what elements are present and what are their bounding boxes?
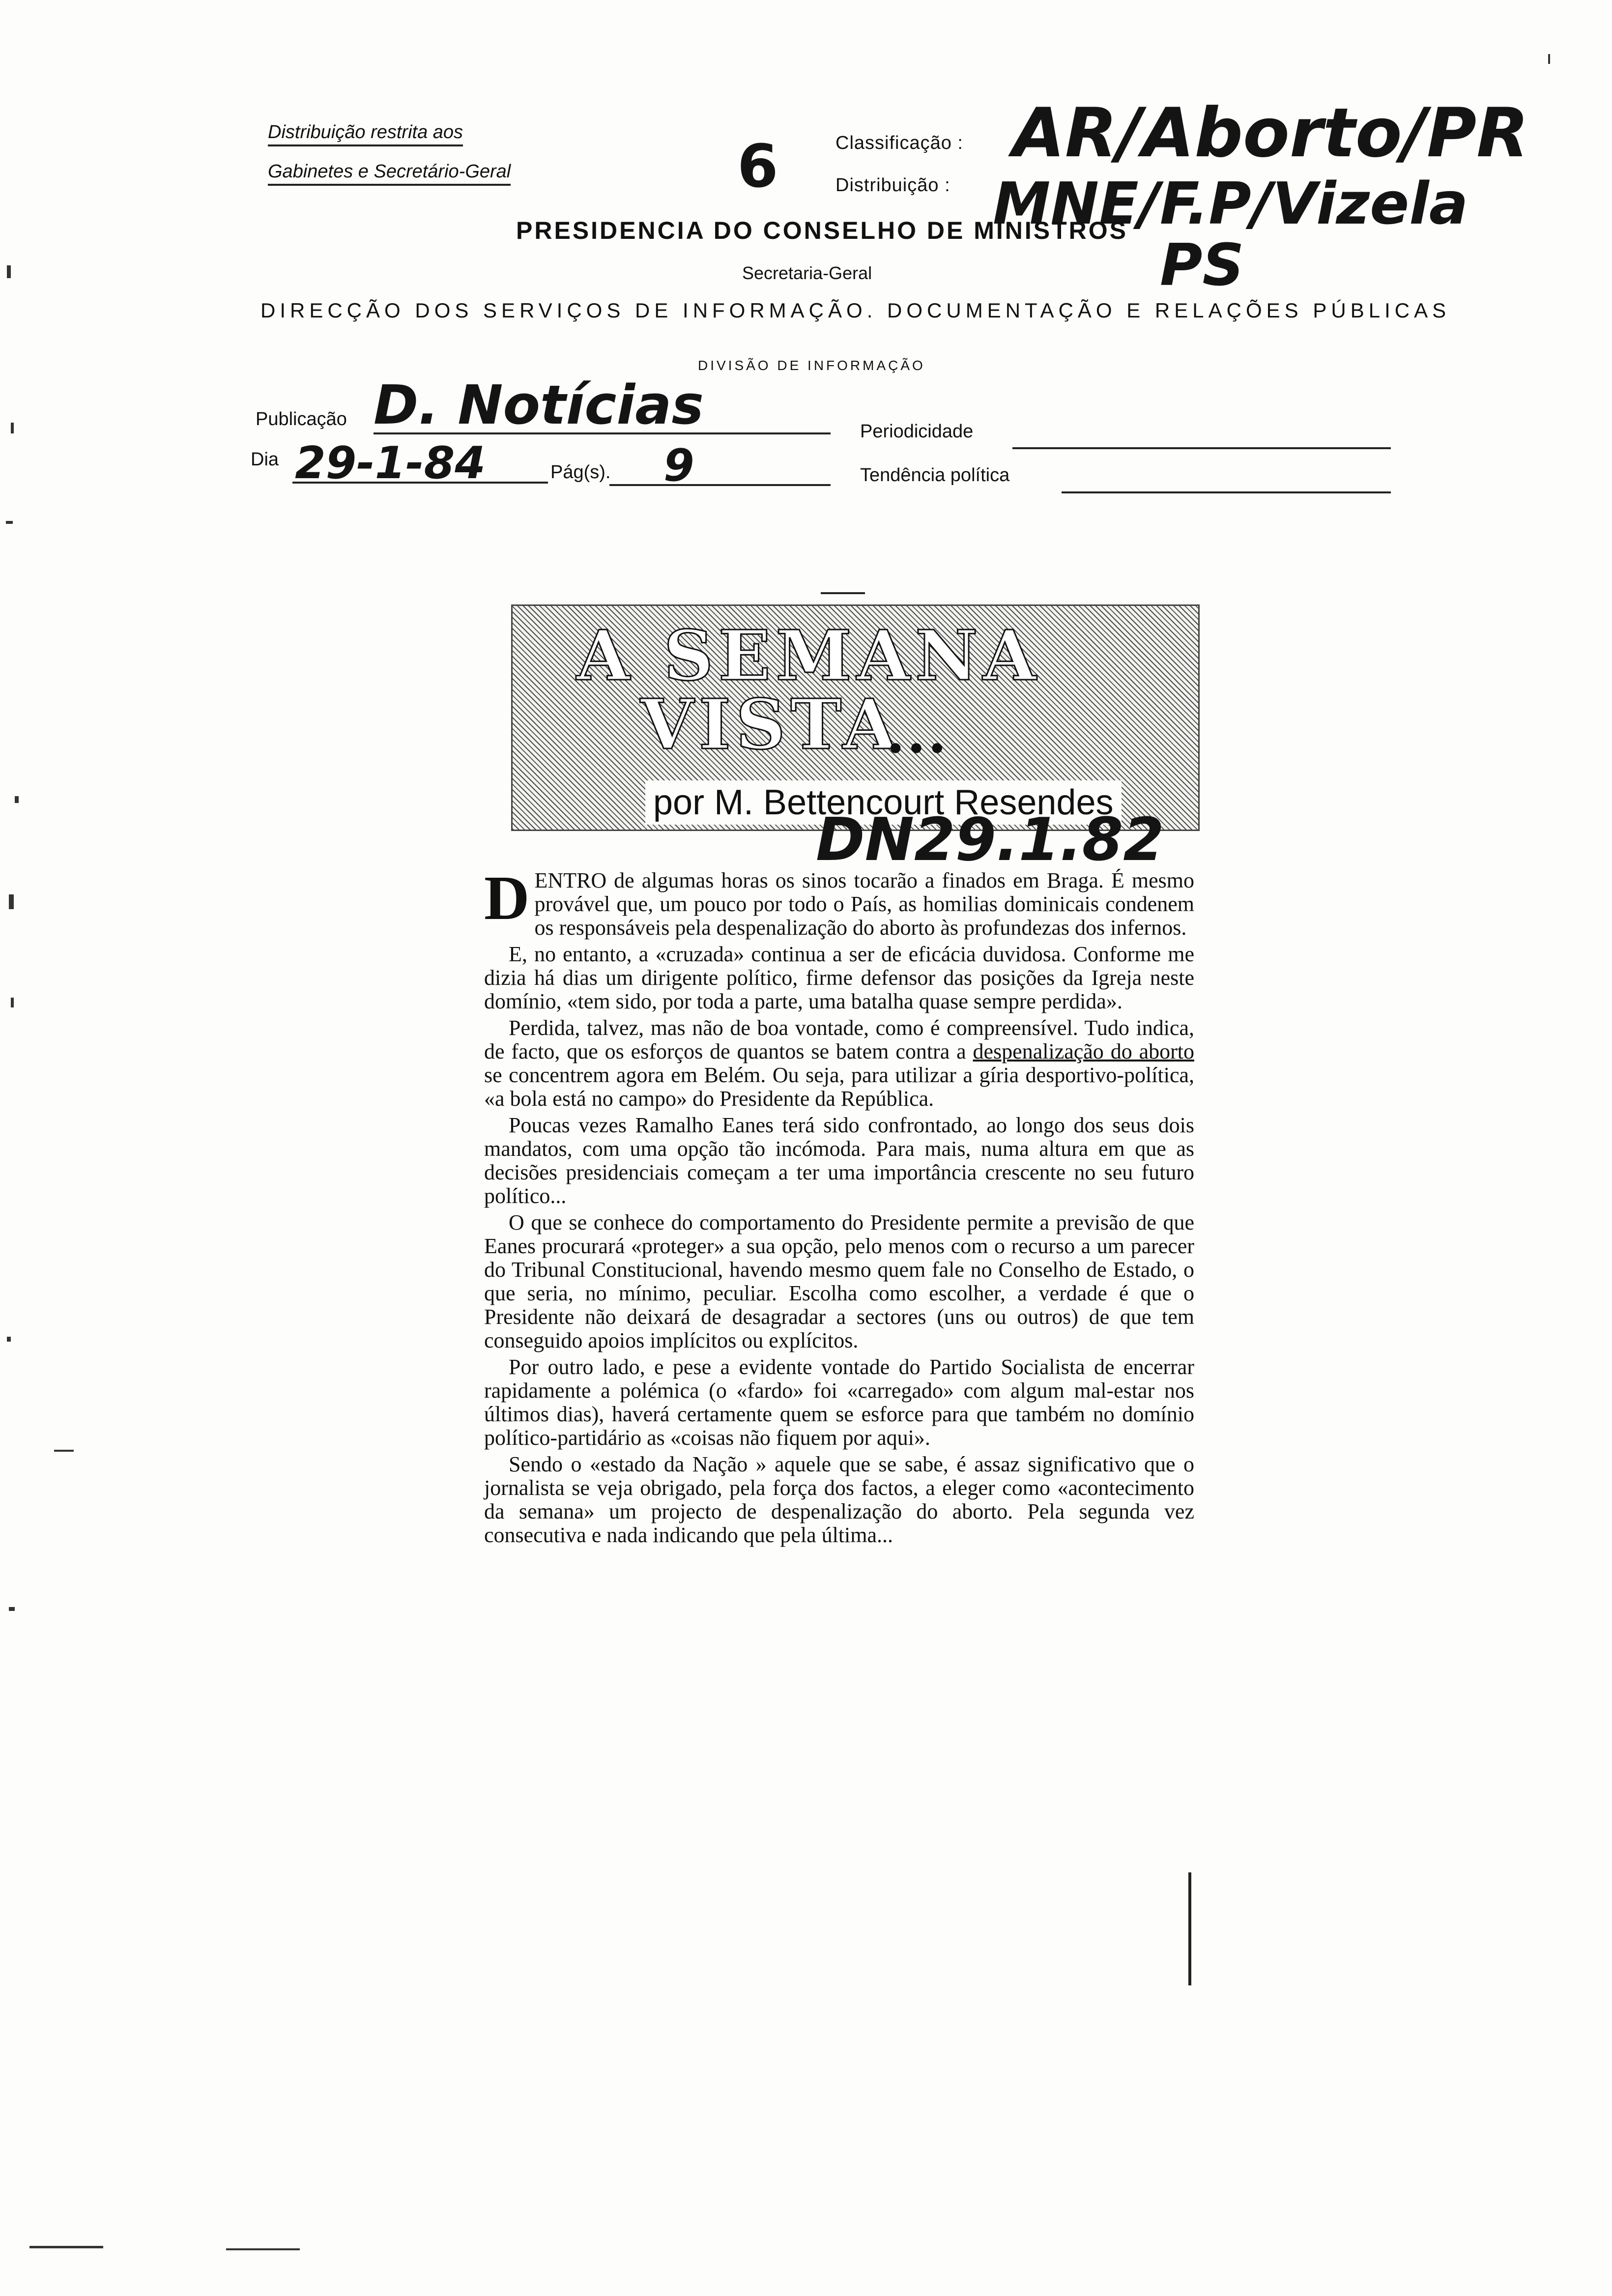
article-byline: por M. Bettencourt Resendes: [645, 780, 1122, 825]
article-paragraph: Poucas vezes Ramalho Eanes terá sido confrontado, ao longo dos seus dois mandatos, com uma opção tão incómoda. Para mais, numa altura em que as decisões presidenciais começam a ter uma importância crescente no seu futuro político...: [484, 1113, 1194, 1208]
classification-handwritten: AR/Aborto/PR: [1012, 93, 1529, 172]
article-body: [484, 863, 1194, 1550]
scan-speck: [226, 2248, 300, 2250]
handwritten-number: 6: [737, 133, 778, 201]
classification-label: Classificação :: [835, 133, 963, 153]
day-handwritten: 29-1-84: [295, 437, 486, 489]
page-label: Pág(s).: [550, 462, 611, 483]
banner-ellipsis: ...: [886, 702, 949, 765]
org-title: PRESIDENCIA DO CONSELHO DE MINISTROS: [516, 217, 1128, 244]
margin-mark: [1188, 1872, 1191, 1985]
scan-speck: [29, 2246, 103, 2248]
restricted-distribution-line1: [268, 123, 533, 146]
article-paragraph: [484, 863, 1194, 940]
banner-title-line2: VISTA: [640, 685, 901, 765]
periodicity-label: Periodicidade: [860, 421, 974, 442]
periodicity-line: [1012, 447, 1391, 449]
distribution-handwritten-ps: PS: [1160, 231, 1244, 299]
article-paragraph: Por outro lado, e pese a evidente vontade do Partido Socialista de encerrar rapidamente a polémica (o «fardo» foi «carregado» com algum mal-estar nos últimos dias), haverá certamente quem se esforce para que também no domínio político-partidário as «coisas não fiquem por aqui».: [484, 1355, 1194, 1450]
publication-handwritten: D. Notícias: [374, 373, 704, 436]
paragraph-text: ENTRO de algumas horas os sinos tocarão a finados em Braga. É mesmo provável que, um pouco por todo o País, as homilias dominicais condenem os responsáveis pela despenalização do aborto às profundezas dos infernos.: [534, 868, 1194, 940]
publication-label: Publicação: [256, 409, 347, 430]
page-line: [609, 484, 831, 486]
scan-speck: [1548, 54, 1550, 64]
day-line: [292, 482, 548, 484]
scan-speck: [11, 998, 14, 1007]
division-title: DIVISÃO DE INFORMAÇÃO: [698, 358, 925, 373]
restricted-distribution-text: Distribuição restrita aos: [268, 123, 463, 146]
paragraph-text: se concentrem agora em Belém. Ou seja, para utilizar a gíria desportivo-política, «a bola está no campo» do Presidente da República.: [484, 1063, 1194, 1111]
drop-cap: D: [484, 863, 530, 933]
publication-line: [374, 432, 831, 434]
scan-speck: [6, 521, 13, 524]
scan-speck: [15, 796, 19, 803]
department-title: DIRECÇÃO DOS SERVIÇOS DE INFORMAÇÃO. DOCUMENTAÇÃO E RELAÇÕES PÚBLICAS: [260, 299, 1451, 322]
scan-speck: [9, 894, 14, 909]
article-paragraph: [484, 1016, 1194, 1111]
article-paragraph: Sendo o «estado da Nação » aquele que se sabe, é assaz significativo que o jornalista se veja obrigado, pela força dos factos, a eleger como «acontecimento da semana» um projecto de despenalização do aborto. Pela segunda vez consecutiva e nada indicando que pela última...: [484, 1452, 1194, 1547]
article-paragraph: O que se conhece do comportamento do Presidente permite a previsão de que Eanes procurará «proteger» a sua opção, pelo menos com o recurso a um parecer do Tribunal Constitucional, havendo mesmo quem fale no Conselho de Estado, o que seria, no mínimo, peculiar. Escolha como escolher, a verdade é que o Presidente não deixará de desagradar a sectores (uns ou outros) de que tem conseguido apoios implícitos ou explícitos.: [484, 1210, 1194, 1352]
handwritten-date: DN29.1.82: [816, 806, 1164, 874]
scan-speck: [9, 1607, 15, 1611]
article-banner: [511, 604, 1200, 831]
distribution-handwritten: MNE/F.P/Vizela: [993, 170, 1468, 237]
scan-speck: [54, 1450, 74, 1452]
page-handwritten: 9: [663, 440, 694, 491]
underlined-phrase: despenalização do aborto: [973, 1039, 1194, 1063]
scan-speck: [7, 1337, 11, 1342]
org-subtitle: Secretaria-Geral: [742, 263, 872, 283]
political-tendency-label: Tendência política: [860, 465, 1010, 486]
political-tendency-line: [1062, 491, 1391, 493]
scan-speck: [11, 423, 14, 433]
paragraph-text: Perdida, talvez, mas não de boa vontade, como é compreensível. Tudo indica, de facto, que os esforços de quantos se batem contra a: [484, 1016, 1194, 1063]
restricted-distribution-line2: [268, 162, 533, 186]
banner-title-line1: A SEMANA: [576, 616, 1041, 696]
scan-speck: [7, 265, 11, 278]
separator-dash: [821, 592, 865, 594]
distribution-label: Distribuição :: [835, 175, 950, 196]
day-label: Dia: [251, 449, 279, 470]
article-paragraph: E, no entanto, a «cruzada» continua a ser de eficácia duvidosa. Conforme me dizia há dias um dirigente político, firme defensor das posições da Igreja neste domínio, «tem sido, por toda a parte, uma batalha quase sempre perdida».: [484, 942, 1194, 1013]
restricted-distribution-recipients: Gabinetes e Secretário-Geral: [268, 162, 511, 186]
